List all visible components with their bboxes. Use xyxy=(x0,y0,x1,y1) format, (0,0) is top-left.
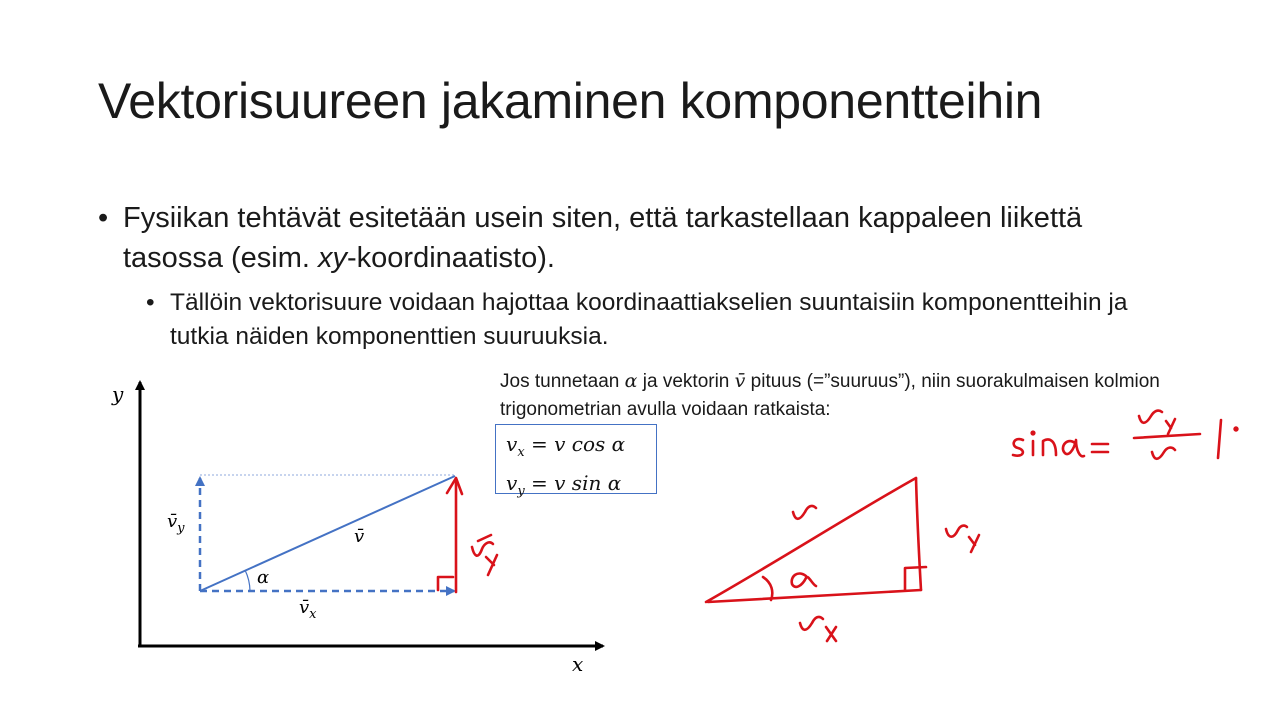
slide-title: Vektorisuureen jakaminen komponentteihin xyxy=(98,73,1043,129)
y-axis-label: y xyxy=(112,382,124,406)
equation-vx: $v_x = v$ cos α xyxy=(506,432,626,460)
angle-label: α xyxy=(257,567,270,588)
vx-label: $v̄_x$ xyxy=(299,597,317,622)
bullet-text: Tällöin vektorisuure voidaan hajottaa koordinaattiakselien suuntaisiin komponentteihin ja tutkia näiden komponenttien suuruuksia. xyxy=(170,289,1128,350)
bullet-dot: • xyxy=(98,202,109,234)
bullet-dot: • xyxy=(146,289,155,316)
handwritten-formula xyxy=(1013,411,1237,459)
vector-v-label: v̄ xyxy=(354,526,365,547)
handwritten-vy-annotation xyxy=(438,478,497,592)
handwritten-triangle xyxy=(706,478,979,641)
vy-label: $v̄_y$ xyxy=(167,511,185,536)
bullet-text: Fysiikan tehtävät esitetään usein siten, että tarkastellaan kappaleen liikettä tasossa (esim. xy-koordinaatisto). xyxy=(123,202,1083,274)
xy-emphasis: xy xyxy=(318,242,347,274)
angle-arc xyxy=(245,570,250,591)
vector-v xyxy=(200,476,455,591)
equation-vy: $v_y = v$ sin α xyxy=(506,471,622,499)
x-axis-label: x xyxy=(572,652,584,676)
explanation-text: Jos tunnetaan α ja vektorin v̄ pituus (=”suuruus”), niin suorakulmaisen kolmion trigonometrian avulla voidaan ratkaista: xyxy=(500,370,1160,420)
